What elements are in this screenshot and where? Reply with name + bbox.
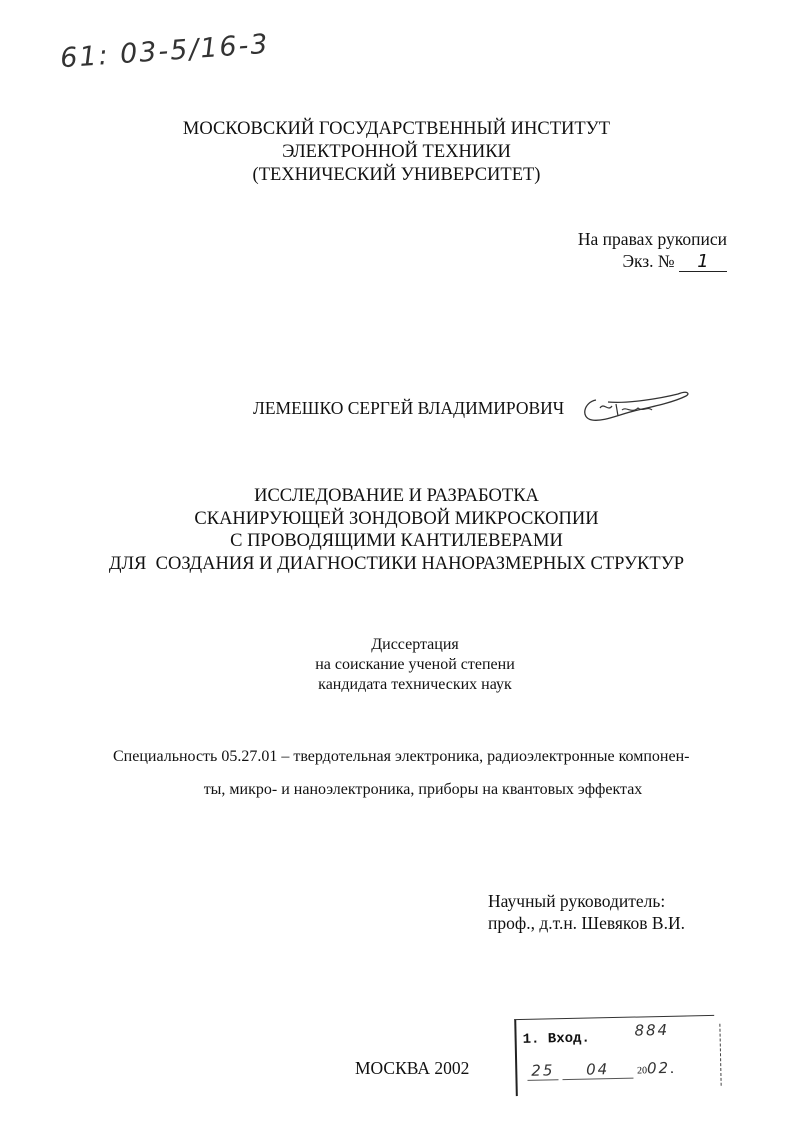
degree-line: на соискание ученой степени — [315, 656, 515, 673]
advisor-name: проф., д.т.н. Шевяков В.И. — [488, 913, 685, 933]
manuscript-rights-block — [578, 228, 727, 272]
title-line: С ПРОВОДЯЩИМИ КАНТИЛЕВЕРАМИ — [230, 531, 563, 551]
stamp-month: 04 — [562, 1060, 633, 1080]
institute-line: (ТЕХНИЧЕСКИЙ УНИВЕРСИТЕТ) — [252, 165, 541, 185]
dissertation-title — [0, 485, 793, 575]
advisor-block — [488, 890, 685, 934]
degree-block — [295, 635, 535, 695]
copy-label: Экз. № — [622, 251, 675, 271]
specialty-line-2: ты, микро- и наноэлектроника, приборы на квантовых эффектах — [203, 781, 643, 798]
copy-number: 1 — [679, 253, 727, 272]
institute-line: МОСКОВСКИЙ ГОСУДАРСТВЕННЫЙ ИНСТИТУТ — [182, 119, 611, 139]
stamp-number: 884 — [634, 1020, 670, 1040]
city-year: МОСКВА 2002 — [355, 1058, 470, 1078]
receipt-stamp — [514, 1015, 716, 1096]
stamp-year-prefix: 20 — [636, 1065, 648, 1077]
specialty-line-1: Специальность 05.27.01 – твердотельная электроника, радиоэлектронные компонен- — [113, 748, 690, 765]
stamp-label: 1. Вход. — [522, 1030, 591, 1048]
title-line: СКАНИРУЮЩЕЙ ЗОНДОВОЙ МИКРОСКОПИИ — [194, 508, 599, 529]
institute-line: ЭЛЕКТРОННОЙ ТЕХНИКИ — [282, 142, 511, 162]
title-line: ДЛЯ СОЗДАНИЯ И ДИАГНОСТИКИ НАНОРАЗМЕРНЫХ СТРУКТУР — [108, 553, 685, 574]
stamp-date: 25 04 2002. — [527, 1058, 703, 1081]
title-line: ИССЛЕДОВАНИЕ И РАЗРАБОТКА — [254, 486, 539, 506]
stamp-day: 25 — [527, 1061, 558, 1081]
archive-code-handwritten: 61: 03-5/16-3 — [59, 28, 271, 75]
degree-line: Диссертация — [371, 636, 459, 653]
stamp-year: 02 — [646, 1058, 671, 1078]
degree-line: кандидата технических наук — [318, 676, 512, 693]
author-name: ЛЕМЕШКО СЕРГЕЙ ВЛАДИМИРОВИЧ — [253, 398, 565, 418]
institute-header — [0, 118, 793, 187]
manuscript-rights: На правах рукописи — [577, 229, 727, 249]
copy-number-line — [578, 250, 727, 272]
signature-icon — [578, 388, 693, 426]
advisor-label: Научный руководитель: — [488, 891, 666, 911]
specialty-block — [113, 740, 713, 806]
stamp-border-right — [718, 1024, 721, 1086]
